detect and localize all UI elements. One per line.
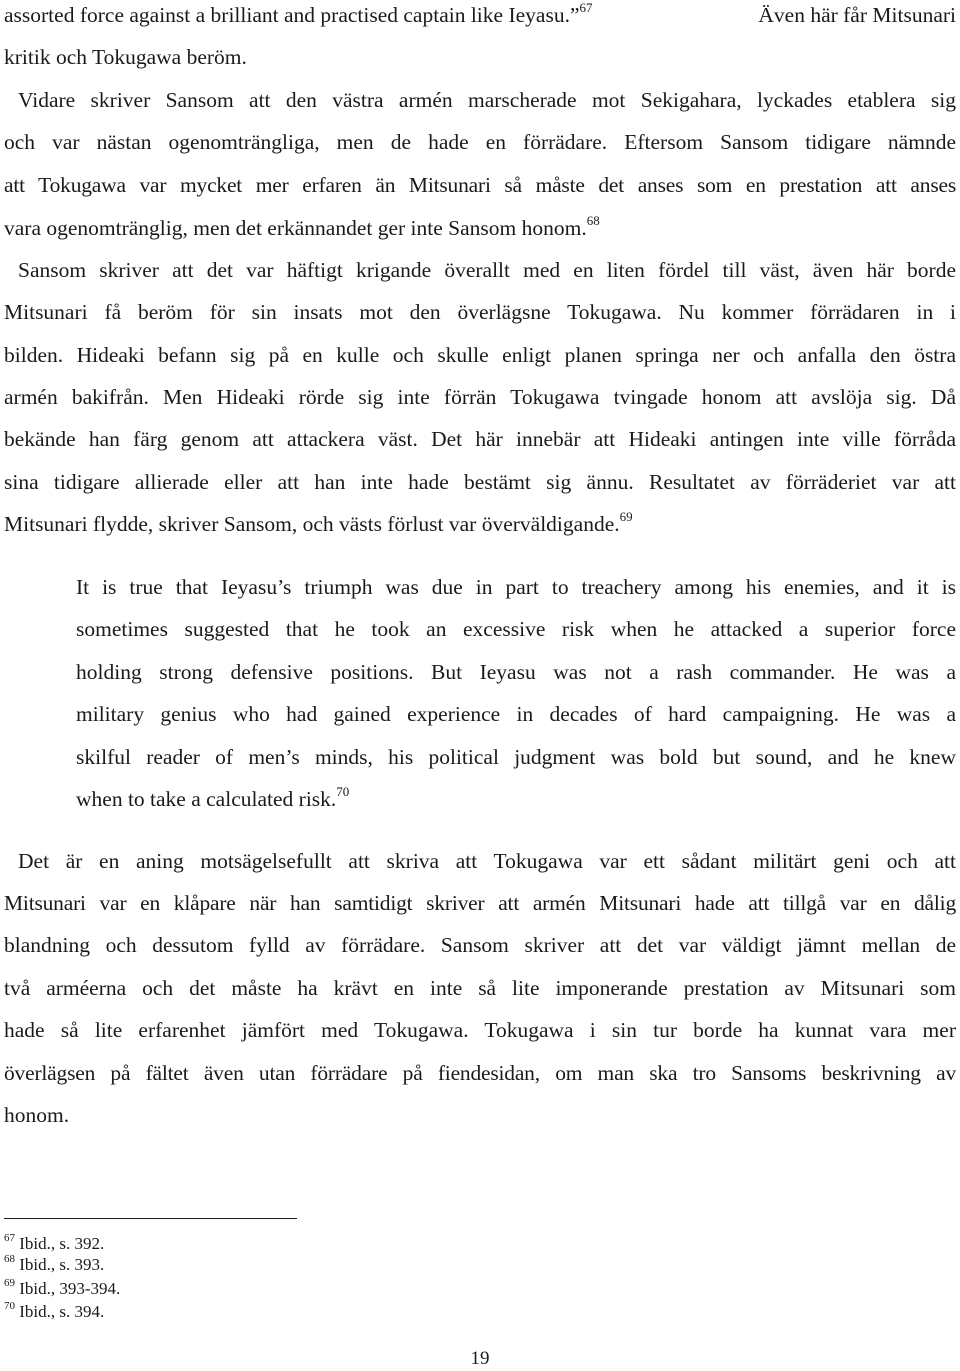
- text-line: och var nästan ogenomträngliga, men de hade en förrädare. Eftersom Sansom tidigare nämnde: [4, 130, 956, 154]
- text-line: hade så lite erfarenhet jämfört med Tokugawa. Tokugawa i sin tur borde ha kunnat vara mer: [4, 1018, 956, 1042]
- page-number: 19: [470, 1348, 490, 1369]
- footnote-ref: 67: [579, 0, 593, 15]
- text-line: Det är en aning motsägelsefullt att skriva att Tokugawa var ett sådant militärt geni och att: [18, 849, 956, 873]
- text-line: when to take a calculated risk.$^{70}$: [76, 783, 350, 811]
- text-line: bekände han färg genom att attackera väst. Det här innebär att Hideaki antingen inte ville förråda: [4, 427, 956, 451]
- text-line: sina tidigare allierade eller att han inte hade bestämt sig ännu. Resultatet av förräderiet var att: [4, 470, 956, 494]
- text-line: sometimes suggested that he took an excessive risk when he attacked a superior force: [76, 617, 956, 641]
- footnote-ref: 68: [586, 212, 600, 228]
- text-line: holding strong defensive positions. But Ieyasu was not a rash commander. He was a: [76, 660, 956, 684]
- text-line: blandning och dessutom fylld av förrädare. Sansom skriver att det var väldigt jämnt mellan de: [4, 933, 956, 957]
- text-line: It is true that Ieyasu’s triumph was due in part to treachery among his enemies, and it is: [76, 575, 956, 599]
- text-line: att Tokugawa var mycket mer erfaren än Mitsunari så måste det anses som en prestation att anses: [4, 173, 956, 197]
- footnote: $^{68}$ Ibid., s. 393.: [4, 1253, 105, 1274]
- footnote: $^{67}$ Ibid., s. 392.: [4, 1232, 105, 1253]
- footnote: $^{70}$ Ibid., s. 394.: [4, 1300, 105, 1321]
- text-line: military genius who had gained experience in decades of hard campaigning. He was a: [76, 702, 956, 726]
- footnote-ref: 70: [336, 783, 350, 799]
- text-line: Mitsunari flydde, skriver Sansom, och västs förlust var överväldigande.$^{69}$: [4, 508, 633, 536]
- text-line: Mitsunari få beröm för sin insats mot den överlägsne Tokugawa. Nu kommer förrädaren in i: [4, 300, 956, 324]
- footnote: $^{69}$ Ibid., 393-394.: [4, 1277, 121, 1298]
- text-line: överlägsen på fältet även utan förrädare på fiendesidan, om man ska tro Sansoms beskrivning av: [4, 1061, 956, 1085]
- text-line: skilful reader of men’s minds, his political judgment was bold but sound, and he knew: [76, 745, 956, 769]
- footnote-ref: 69: [619, 508, 633, 524]
- text-line: Vidare skriver Sansom att den västra armén marscherade mot Sekigahara, lyckades etablera sig: [18, 88, 956, 112]
- text-line: kritik och Tokugawa beröm.: [4, 45, 247, 69]
- text-line: två arméerna och det måste ha krävt en inte så lite imponerande prestation av Mitsunari som: [4, 976, 956, 1000]
- text-line: vara ogenomtränglig, men det erkännandet ger inte Sansom honom.$^{68}$: [4, 212, 600, 240]
- text-line: Mitsunari var en klåpare när han samtidigt skriver att armén Mitsunari hade att tillgå var en dålig: [4, 891, 956, 915]
- text-line: honom.: [4, 1103, 70, 1127]
- text-line: armén bakifrån. Men Hideaki rörde sig inte förrän Tokugawa tvingade honom att avslöja sig. Då: [4, 385, 956, 409]
- footnote-separator: [4, 1218, 297, 1219]
- text-line: bilden. Hideaki befann sig på en kulle och skulle enligt planen springa ner och anfalla den östra: [4, 343, 956, 367]
- text-line: assorted force against a brilliant and practised captain like Ieyasu.”$^{67}$ Även här får Mitsunari: [4, 0, 956, 27]
- text-line: Sansom skriver att det var häftigt krigande överallt med en liten fördel till väst, även här borde: [18, 258, 956, 282]
